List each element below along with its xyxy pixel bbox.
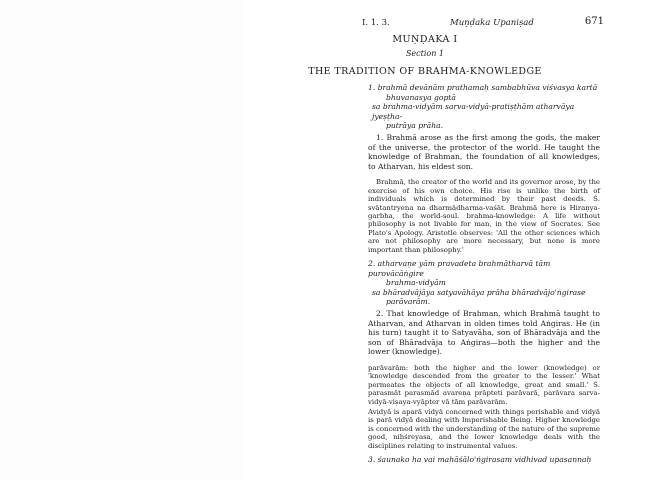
verse-line: bhuvanasya goptā <box>386 92 456 102</box>
verse-line: putrāya prāha. <box>386 121 444 131</box>
verse-line: parāvarām. <box>386 297 431 307</box>
chapter-title: MUṆḌAKA I <box>392 34 458 45</box>
book-title: Muṇḍaka Upaniṣad <box>450 18 534 28</box>
commentary-2b: Avidyā is aparā vidyā concerned with things perishable and vidyā is parā vidyā dealing with Imperishable Being. Higher knowledge is concerned with the understanding of the nature of the supreme good, niḥśreyasa, and the lower knowledge deals with the disciplines relating to instrumental values. <box>368 407 600 450</box>
main-heading: THE TRADITION OF BRAHMA-KNOWLEDGE <box>308 66 542 77</box>
verse-line: sa brahma-vidyām sarva-vidyā-pratiṣṭhām atharvāya jyeṣṭha- <box>372 102 575 121</box>
commentary-1: Brahmā, the creator of the world and its governor arose, by the exercise of his own choice. His rise is unlike the birth of individuals which is determined by their past deeds. Ś. svātantryeṇa na dharmādharma-vaśāt. Brahmā here is Hiraṇya-garbha, the world-soul. brahma-knowledge: A life without philosophy is not livable for man, in the view of Socrates. See Plato's Apology. Aristotle observes: 'All the other sciences which are not philosophy are more necessary, but none is more important than philosophy.' <box>368 178 600 254</box>
verse-line: sa bhāradvājāya satyavāhāya prāha bhāradvājo'ṅgirase <box>372 287 586 297</box>
section-title: Section 1 <box>405 49 445 58</box>
book-page <box>250 16 604 465</box>
commentary-2a: parāvarām: both the higher and the lower (knowledge) or 'knowledge descended from the greater to the lesser.' What permeates the objects of all knowledge, great and small.' Ś. parasmāt parasmād avareṇa prāpteti parāvarā, parāvara sarva-vidyā-viṣaya-vyāpter vā tām parāvarām. <box>368 363 600 406</box>
verse-2 <box>368 259 600 307</box>
running-header <box>250 16 604 32</box>
section-reference: I. 1. 3. <box>362 18 390 28</box>
verse-line: 2. atharvaṇe yām pravadeta brahmātharvā tām purovācāṅgire <box>368 259 551 278</box>
verse-1 <box>368 83 600 131</box>
verse-line: 1. brahmā devānām prathamaḥ sambabhūva viśvasya kartā <box>368 83 598 92</box>
left-facing-page-blank <box>0 0 243 480</box>
verse-3: 3. śaunako ha vai mahāśālo'ṅgirasam vidhivad upasannaḥ <box>368 455 592 464</box>
page-number: 671 <box>584 16 604 27</box>
verse-line: brahma-vidyām <box>386 278 446 288</box>
translation-2: 2. That knowledge of Brahman, which Brahmā taught to Atharvan, and Atharvan in olden times told Aṅgiras. He (in his turn) taught it to Satyavāha, son of Bhāradvāja and the son of Bhāradvāja to Aṅgiras—both the higher and the lower (knowledge). <box>368 308 600 357</box>
translation-1: 1. Brahmā arose as the first among the gods, the maker of the universe, the protector of the world. He taught the knowledge of Brahman, the foundation of all knowledges, to Atharvan, his eldest son. <box>368 132 600 171</box>
